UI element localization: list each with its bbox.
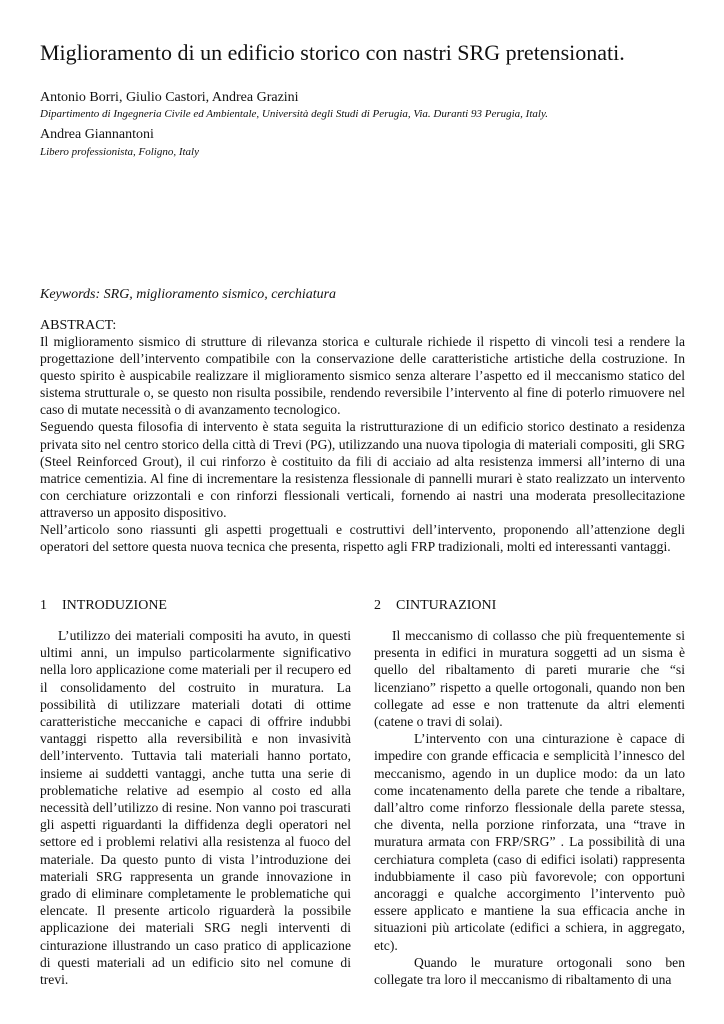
section-2-title: CINTURAZIONI [396, 598, 497, 613]
authors-line-2: Andrea Giannantoni [40, 127, 154, 142]
abstract-body [40, 333, 685, 555]
right-column [374, 597, 685, 988]
keywords: Keywords: SRG, miglioramento sismico, cerchiatura [40, 287, 337, 302]
section-1-number: 1 [40, 598, 47, 613]
section-2-paragraph-2: L’intervento con una cinturazione è capace di impedire con grande efficacia e semplicità l’innesco del meccanismo, agendo in un duplice modo: da un lato come incatenamento della parete che tende a ribaltare, dall’altro come rinforzo flessionale della parete stessa, che diventa, nella porzione rinforzata, una “trave in muratura armata con FRP/SRG” . La possibilità di una cerchiatura completa (caso di edifici isolati) rappresenta indubbiamente il caso più favorevole; con opportuni ancoraggi e qualche accorgimento l’intervento può essere applicato e mantiene la sua efficacia anche in situazioni più articolate (edifici a schiera, in aggregato, etc). [374, 731, 685, 953]
paper-title: Miglioramento di un edificio storico con nastri SRG pretensionati. [40, 40, 625, 65]
abstract-heading: ABSTRACT: [40, 318, 117, 333]
section-1-title: INTRODUZIONE [62, 598, 167, 613]
affiliation-line-1: Dipartimento di Ingegneria Civile ed Ambientale, Università degli Studi di Perugia, Via. Duranti 93 Perugia, Italy. [40, 108, 548, 120]
affiliation-line-2: Libero professionista, Foligno, Italy [40, 146, 199, 158]
section-2-paragraph-1: Il meccanismo di collasso che più frequentemente si presenta in edifici in muratura soggetti ad un sisma è quello del ribaltamento di pareti murarie che “si licenziano” rispetto a quelle ortogonali, quando non ben collegate ad esse e non trattenute da altri elementi (catene o travi di solai). [374, 628, 685, 730]
section-1-body [40, 627, 351, 988]
abstract-paragraph-3: Nell’articolo sono riassunti gli aspetti progettuali e costruttivi dell’intervento, proponendo all’attenzione degli operatori del settore questa nuova tecnica che presenta, rispetto agli FRP tradizionali, molti ed interessanti vantaggi. [40, 522, 685, 555]
abstract-paragraph-1: Il miglioramento sismico di strutture di rilevanza storica e culturale richiede il rispetto di vincoli tesi a rendere la progettazione dell’intervento compatibile con la conservazione delle caratteristiche artistiche della costruzione. In questo spirito è auspicabile realizzare il miglioramento sismico senza alterare l’aspetto ed il meccanismo statico del sistema strutturale o, se questo non risulta possibile, rendendo reversibile l’intervento al fine di poterlo rimuovere nel caso di mutate necessità o di avanzamento tecnologico. [40, 334, 685, 418]
section-2-heading [374, 597, 685, 614]
authors-line-1: Antonio Borri, Giulio Castori, Andrea Grazini [40, 90, 299, 105]
section-1-heading [40, 597, 351, 614]
section-2-paragraph-3: Quando le murature ortogonali sono ben collegate tra loro il meccanismo di ribaltamento di una [374, 954, 685, 988]
left-column [40, 597, 351, 988]
section-2-number: 2 [374, 598, 381, 613]
section-2-body [374, 627, 685, 988]
section-1-paragraph-1: L’utilizzo dei materiali compositi ha avuto, in questi ultimi anni, un impulso particolarmente significativo nella loro applicazione come materiali per il recupero ed il consolidamento del costruito in muratura. La possibilità di utilizzare materiali dotati di ottime caratteristiche meccaniche e capaci di offrire indubbi vantaggi rispetto alla reversibilità e non invasività dell’intervento. Tuttavia tali materiali hanno portato, insieme ai suddetti vantaggi, anche tutta una serie di problematiche relative ad esempio al costo ed alla necessità dell’utilizzo di resine. Non vanno poi trascurati gli aspetti riguardanti la diffidenza degli operatori nel settore ed i problemi relativi alla resistenza al fuoco del materiale. Da questo punto di vista l’introduzione dei materiali SRG rappresenta un grande innovazione in grado di eliminare completamente le problematiche qui elencate. Il presente articolo riguarderà la possibile applicazione dei materiali SRG negli interventi di cinturazione illustrando un caso pratico di applicazione di questi materiali ad un edificio sito nel comune di trevi. [40, 628, 351, 988]
abstract-paragraph-2: Seguendo questa filosofia di intervento è stata seguita la ristrutturazione di un edificio storico destinato a residenza privata sito nel centro storico della città di Trevi (PG), utilizzando una nuova tipologia di materiali compositi, gli SRG (Steel Reinforced Grout), il cui rinforzo è costituito da fili di acciaio ad alta resistenza immersi all’interno di una matrice cementizia. Al fine di incrementare la resistenza flessionale di pannelli murari è stato realizzato un intervento con cerchiature orizzontali e con rinforzi flessionali verticali, fornendo ai nastri una moderata presollecitazione attraverso un apposito dispositivo. [40, 419, 685, 520]
